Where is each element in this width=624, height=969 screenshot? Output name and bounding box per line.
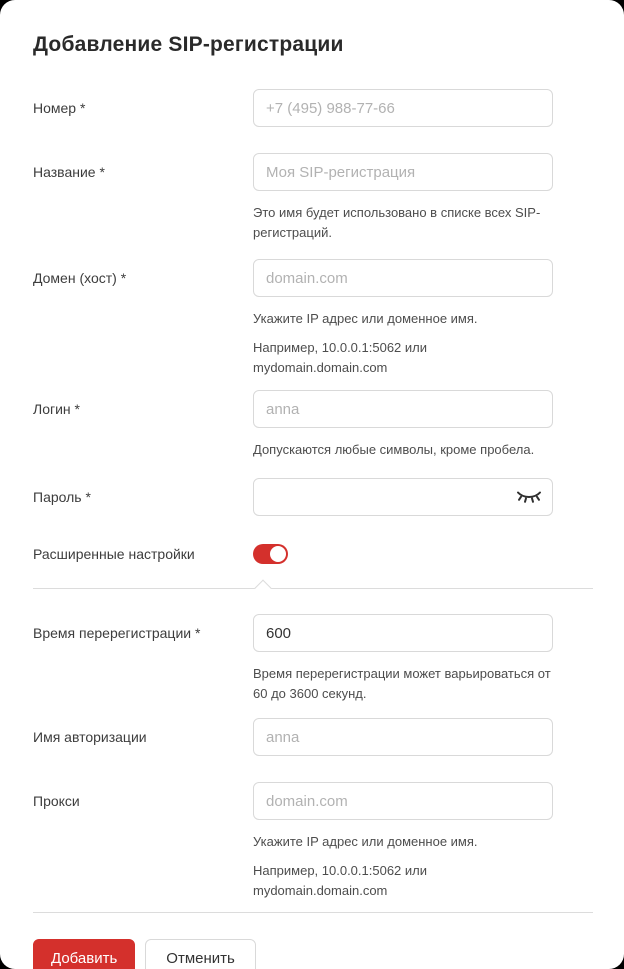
login-hint: Допускаются любые символы, кроме пробела.: [253, 442, 535, 457]
page-title: Добавление SIP-регистрации: [33, 33, 344, 56]
reregistration-time-input[interactable]: [253, 614, 553, 652]
domain-hint-2: Например, 10.0.0.1:5062 или mydomain.domain.com: [253, 340, 428, 375]
domain-hint-1: Укажите IP адрес или доменное имя.: [253, 311, 478, 326]
field-row-domain: [33, 259, 593, 378]
field-row-auth-name: [33, 718, 593, 756]
field-row-proxy: [33, 782, 593, 901]
name-label: Название *: [33, 164, 105, 180]
reregistration-time-hint: Время перерегистрации может варьироваться от 60 до 3600 секунд.: [253, 666, 551, 701]
name-input[interactable]: [253, 153, 553, 191]
number-input[interactable]: [253, 89, 553, 127]
cancel-button[interactable]: Отменить: [145, 939, 256, 969]
domain-input[interactable]: [253, 259, 553, 297]
domain-label: Домен (хост) *: [33, 270, 127, 286]
proxy-label: Прокси: [33, 793, 80, 809]
login-input[interactable]: [253, 390, 553, 428]
submit-button[interactable]: Добавить: [33, 939, 135, 969]
password-label: Пароль *: [33, 489, 91, 505]
proxy-hint-2: Например, 10.0.0.1:5062 или mydomain.domain.com: [253, 863, 428, 898]
login-label: Логин *: [33, 401, 80, 417]
password-input[interactable]: [253, 478, 553, 516]
advanced-settings-label: Расширенные настройки: [33, 545, 195, 562]
number-label: Номер *: [33, 100, 86, 116]
auth-name-input[interactable]: [253, 718, 553, 756]
reregistration-time-label: Время перерегистрации *: [33, 625, 201, 641]
advanced-settings-toggle[interactable]: [253, 544, 288, 564]
footer-divider: [33, 912, 593, 913]
field-row-password: [33, 478, 593, 516]
name-hint: Это имя будет использовано в списке всех SIP-регистраций.: [253, 205, 541, 240]
eye-closed-icon[interactable]: [516, 489, 542, 505]
advanced-section-divider: [33, 588, 593, 589]
field-row-number: [33, 89, 593, 127]
auth-name-label: Имя авторизации: [33, 729, 147, 745]
field-row-login: [33, 390, 593, 460]
dialog-actions: [33, 939, 593, 969]
proxy-input[interactable]: [253, 782, 553, 820]
proxy-hint-1: Укажите IP адрес или доменное имя.: [253, 834, 478, 849]
field-row-name: [33, 153, 593, 243]
divider-notch: [255, 580, 272, 597]
field-row-reregistration-time: [33, 614, 593, 704]
toggle-knob: [270, 546, 286, 562]
advanced-settings-row: [33, 544, 593, 564]
